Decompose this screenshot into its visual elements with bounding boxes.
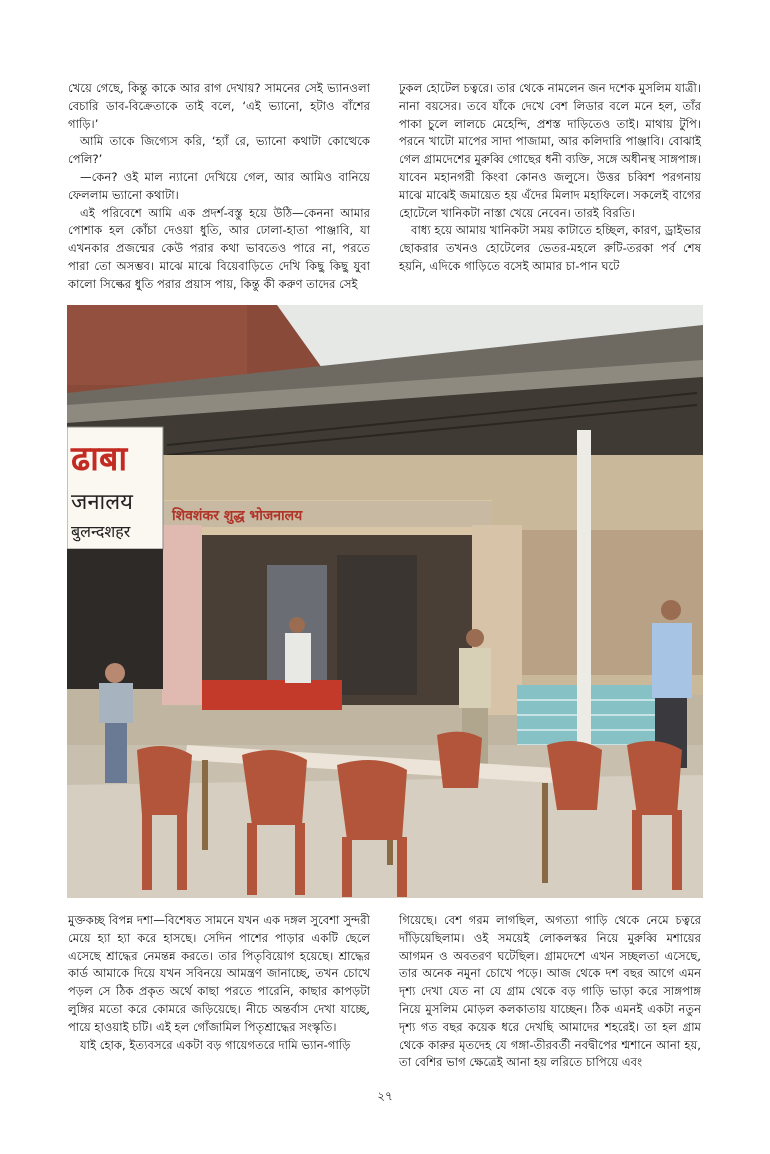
paragraph: গিয়েছে। বেশ গরম লাগছিল, অগত্যা গাড়ি থেকে নেমে চত্বরে দাঁড়িয়েছিলাম। ওই সময়েই লোকলস্কর নিয়ে মুরুব্বি মশায়ের আগমন ও অবতরণ ঘটেছিল। গ্রামদেশে এখন সচ্ছলতা এসেছে, তার অনেক নমুনা চোখে পড়ে। আজ থেকে দশ বছর আগে এমন দৃশ্য দেখা যেত না যে গ্রাম থেকে বড় গাড়ি ভাড়া করে সাঙ্গপাঙ্গ নিয়ে মুসলিম মোড়ল কলকাতায় যাচ্ছেন। ঠিক এমনই একটা নতুন দৃশ্য গত বছর কয়েক ধরে দেখছি আমাদের শহরেই। তা হল গ্রাম থেকে কারুর মৃতদেহ যে গঙ্গা-তীরবর্তী নবদ্বীপের শ্মশানে আনা হয়, তা বেশির ভাগ ক্ষেত্রেই আনা হয় লরিতে চাপিয়ে এবং xyxy=(399,913,701,1070)
paragraph: মুক্তকচ্ছ বিপন্ন দশা—বিশেষত সামনে যখন এক দঙ্গল সুবেশা সুন্দরী মেয়ে হ্যা হ্যা করে হাসছে। সেদিন পাশের পাড়ার একটি ছেলে এসেছে শ্রাদ্ধের নেমন্তন্ন করতে। তার পিতৃবিয়োগ হয়েছে। শ্রাদ্ধের কার্ড আমাকে দিয়ে যখন সবিনয়ে আমন্ত্রণ জানাচ্ছে, তখন চোখে পড়ল সে ঠিক প্রকৃত অর্থে কাছা পরতে পারেনি, কাছার কাপড়টা লুঙ্গির মতো করে কোমরে জড়িয়েছে। নীচে অন্তর্বাস দেখা যাচ্ছে, পায়ে হাওয়াই চটি। এই হল গোঁজামিল পিতৃশ্রাদ্ধের সংস্কৃতি। xyxy=(68,913,370,1034)
sign-line-1: ढाबा xyxy=(71,439,128,479)
paragraph: বাধ্য হয়ে আমায় খানিকটা সময় কাটাতে হচ্ছিল, কারণ, ড্রাইভার ছোকরার তখনও হোটেলের ভেতর-মহলে রুটি-তরকা পর্ব শেষ হয়নি, এদিকে গাড়িতে বসেই আমার চা-পান ঘটে xyxy=(399,223,701,273)
paragraph: ঢুকল হোটেল চত্বরে। তার থেকে নামলেন জন দশেক মুসলিম যাত্রী। নানা বয়সের। তবে যাঁকে দেখে বেশ লিডার বলে মনে হল, তাঁর পাকা চুলে লালচে মেহেন্দি, প্রশস্ত দাড়িতেও তাই। মাথায় টুপি। পরনে খাটো মাপের সাদা পাজামা, আর কলিদারি পাঞ্জাবি। বোঝাই গেল গ্রামদেশের মুরুব্বি গোছের ধনী ব্যক্তি, সঙ্গে অধীনস্থ সাঙ্গপাঙ্গ। যাবেন মহানগরী কিংবা কোনও জলুসে। উত্তর চব্বিশ পরগনায় মাঝে মাঝেই জমায়েত হয় এঁদের মিলাদ মহাফিলে। সকলেই বাগের হোটেলে খানিকটা নাস্তা খেয়ে নেবেন। তারই বিরতি। xyxy=(399,81,701,220)
paragraph: যাই হোক, ইত্যবসরে একটা বড় গায়েগতরে দামি ভ্যান-গাড়ি xyxy=(80,1037,351,1052)
text-column-bottom-right xyxy=(399,912,701,1072)
paragraph: আমি তাকে জিগ্যেস করি, ‘হ্যাঁ রে, ভ্যানো কথাটা কোত্থেকে পেলি?’ xyxy=(68,134,370,167)
text-column-top-right xyxy=(399,80,701,276)
paragraph: এই পরিবেশে আমি এক প্রদর্শ-বস্তু হয়ে উঠি—কেননা আমার পোশাক হল কোঁচা দেওয়া ধুতি, আর ঢোলা-হাতা পাঞ্জাবি, যা এখনকার প্রজন্মের কেউ পরার কথা ভাবতেও পারে না, পরতে পারা তো অসম্ভব। মাঝে মাঝে বিয়েবাড়িতে দেখি কিছু কিছু যুবা কালো সিল্কের ধুতি পরার প্রয়াস পায়, কিন্তু কী করুণ তাদের সেই xyxy=(68,205,370,291)
sign-line-3: बुलन्दशहर xyxy=(71,522,131,541)
text-column-bottom-left xyxy=(68,912,370,1054)
paragraph: —কেন? ওই মাল ন্যানো দেখিয়ে গেল, আর আমিও বানিয়ে ফেললাম ভ্যানো কথাটা। xyxy=(68,169,370,202)
page-number: ২৭ xyxy=(377,1089,393,1103)
dhaba-photograph xyxy=(67,305,703,898)
banner-text: शिवशंकर शुद्ध भोजनालय xyxy=(172,508,303,524)
paragraph: খেয়ে গেছে, কিন্তু কাকে আর রাগ দেখায়? সামনের সেই ভ্যানওলা বেচারি ডাব-বিক্রেতাকে তাই বলে, ‘এই ভ্যানো, হটাও বাঁশের গাড়ি।’ xyxy=(68,81,370,131)
sign-line-2: जनालय xyxy=(71,490,133,515)
text-column-top-left xyxy=(68,80,370,294)
